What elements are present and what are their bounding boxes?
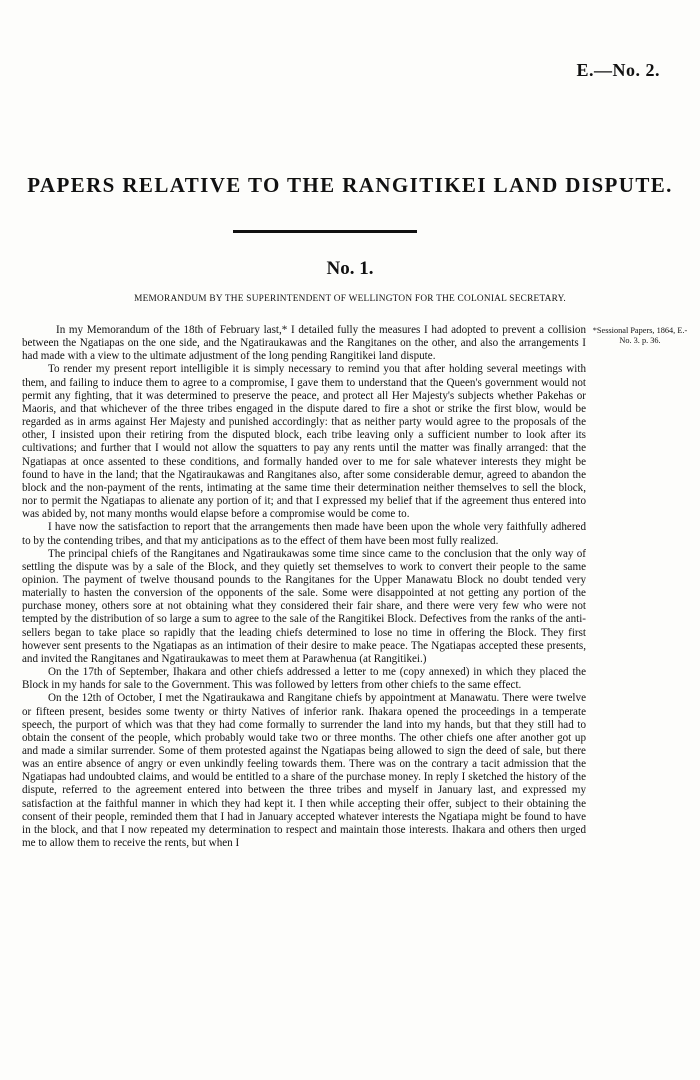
paragraph-3: I have now the satisfaction to report that the arrangements then made have been upon the whole very faithfully adhered to by the contending tribes, and that my anticipations as to the effect of them have been most fully realized.	[22, 521, 586, 547]
document-number: No. 1.	[326, 258, 374, 279]
paragraph-6: On the 12th of October, I met the Ngatiraukawa and Rangitane chiefs by appointment at Manawatu. There were twelve or fifteen present, besides some twenty or thirty Natives of inferior rank. Ihakara opened the proceedings in a temperate speech, the purport of which was that they had come formally to surrender the land into my hands, but that they still had to obtain the consent of the people, which probably would take two or three months. The other chiefs one after another got up and made a similar surrender. Some of them protested against the Ngatiapas being allowed to sign the deed of sale, but there was an entire absence of angry or even unkindly feeling towards them. There was on the contrary a tacit admission that the Ngatiapas had undoubted claims, and would be entitled to a share of the purchase money. In reply I sketched the history of the dispute, referred to the agreement entered into between the three tribes and myself in January last, and expressed my satisfaction at the faithful manner in which they had kept it. I then while accepting their offer, subject to their obtaining the consent of their people, reminded them that I had in January accepted whatever interests the Ngatiapa might be found to have in the block, and that I now repeated my determination to respect and maintain those interests. Ihakara and others then urged me to allow them to receive the rents, but when I	[22, 692, 586, 850]
memorandum-heading: MEMORANDUM BY THE SUPERINTENDENT OF WELLINGTON FOR THE COLONIAL SECRETARY.	[134, 294, 566, 304]
page-reference: E.—No. 2.	[576, 60, 660, 80]
margin-footnote: *Sessional Papers, 1864, E.-No. 3. p. 36.	[592, 326, 688, 345]
paragraph-2: To render my present report intelligible it is simply necessary to remind you that after holding several meetings with them, and failing to induce them to agree to a compromise, I gave them to understand that the Queen's government would not permit any fighting, that it was determined to preserve the peace, and protect all Her Majesty's subjects whether Pakehas or Maoris, and that whichever of the three tribes engaged in the dispute dared to fire a shot or strike the first blow, would be regarded as in arms against Her Majesty and punished accordingly: that as neither party would agree to the proposals of the other, I insisted upon their retiring from the disputed block, each tribe leaving only a sufficient number to look after its cultivations; and further that I would not allow the squatters to pay any rents until the matter was finally arranged: that the Ngatiapas at once assented to these conditions, and formally handed over to me for sale whatever interests they might be found to have in the land; that the Ngatiraukawas and Rangitanes also, after some considerable demur, agreed to abandon the block and the non-payment of the rents, intimating at the same time their determination neither themselves to sell the block, nor to permit the Ngatiapas to alienate any portion of it; and that I expressed my belief that if the agreement thus entered into was abided by, not many months would elapse before a compromise would be come to.	[22, 363, 586, 521]
title-divider	[233, 230, 417, 233]
document-title: PAPERS RELATIVE TO THE RANGITIKEI LAND DISPUTE.	[27, 173, 673, 197]
paragraph-5: On the 17th of September, Ihakara and other chiefs addressed a letter to me (copy annexed) in which they placed the Block in my hands for sale to the Government. This was followed by letters from other chiefs to the same effect.	[22, 666, 586, 692]
memorandum-body	[22, 324, 586, 850]
paragraph-1: In my Memorandum of the 18th of February last,* I detailed fully the measures I had adopted to prevent a collision between the Ngatiapas on the one side, and the Ngatiraukawas and the Rangitanes on the other, and also the arrangements I had made with a view to the ultimate adjustment of the long pending Rangitikei land dispute.	[22, 324, 586, 363]
paragraph-4: The principal chiefs of the Rangitanes and Ngatiraukawas some time since came to the conclusion that the only way of settling the dispute was by a sale of the Block, and they quietly set themselves to work to convert their people to the same opinion. The payment of twelve thousand pounds to the Rangitanes for the Upper Manawatu Block no doubt tended very materially to hasten the conversion of the opponents of the sale. Some were disappointed at not getting any portion of the purchase money, others sore at not obtaining what they considered their fair share, and there were very few who were not tempted by the distribution of so large a sum to agree to the sale of the Rangitikei Block. Defectives from the ranks of the anti-sellers began to take place so rapidly that the leading chiefs determined to lose no time in offering the Block. They first however sent presents to the Ngatiapas as an intimation of their desire to make peace. The Ngatiapas accepted these presents, and invited the Rangitanes and Ngatiraukawas to meet them at Parawhenua (at Rangitikei.)	[22, 547, 586, 665]
